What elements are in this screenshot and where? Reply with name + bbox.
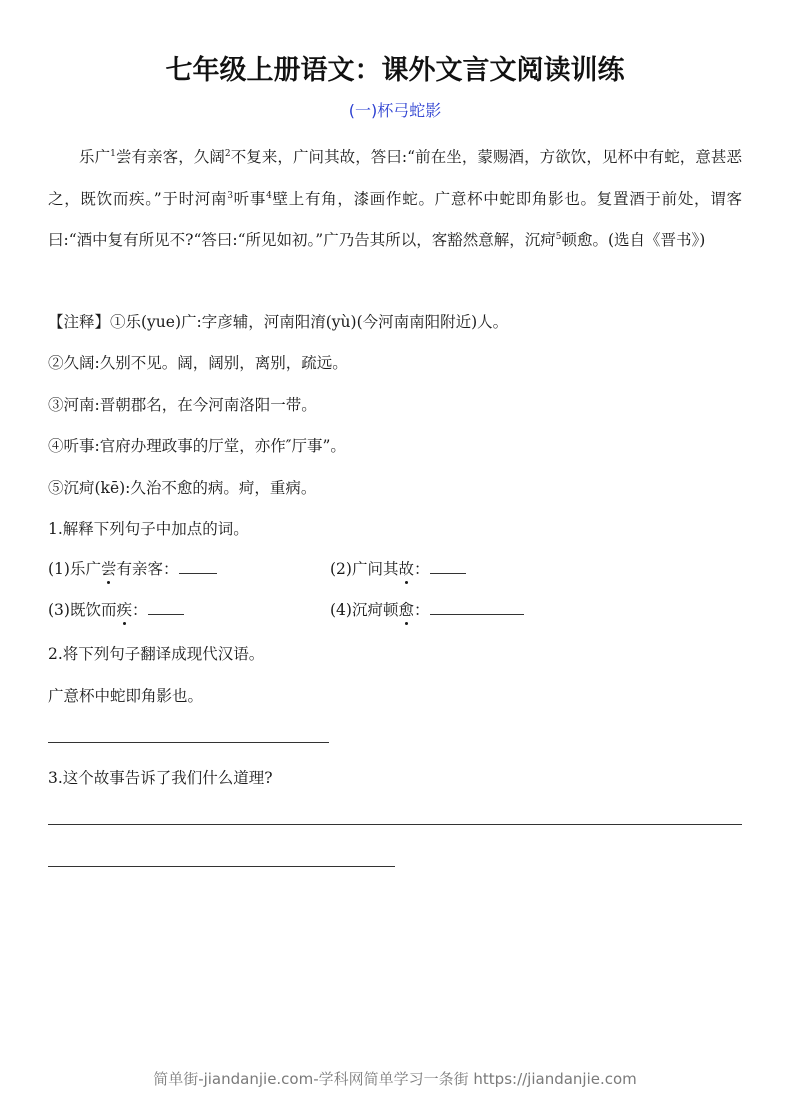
note-2: ②久阔:久别不见。阔，阔别，离别，疏远。 bbox=[48, 354, 348, 372]
note-1: 【注释】①乐(yue)广:字彦辅，河南阳淯(yù)(今河南南阳附近)人。 bbox=[48, 313, 509, 331]
dotted-word: 故 bbox=[398, 557, 414, 579]
question-1-prompt: 1.解释下列句子中加点的词。 bbox=[48, 520, 249, 538]
footnote-ref: 1 bbox=[110, 149, 116, 159]
question-2-sentence: 广意杯中蛇即角影也。 bbox=[48, 687, 204, 705]
answer-blank[interactable] bbox=[148, 600, 184, 615]
footnote-ref: 3 bbox=[227, 190, 233, 201]
dotted-word: 愈 bbox=[398, 598, 414, 620]
question-1-item-3: (3)既饮而疾： bbox=[48, 598, 184, 620]
footnote-ref: 5 bbox=[555, 232, 562, 242]
dotted-word: 疾 bbox=[116, 598, 132, 620]
footnote-ref: 2 bbox=[224, 149, 231, 159]
footer-watermark: 简单街-jiandanjie.com-学科网简单学习一条街 https://jiandanjie.com bbox=[153, 1070, 637, 1088]
note-3: ③河南:晋朝郡名，在今河南洛阳一带。 bbox=[48, 396, 317, 414]
page-title: 七年级上册语文：课外文言文阅读训练 bbox=[165, 55, 625, 86]
footnote-ref: 4 bbox=[266, 190, 272, 201]
answer-blank[interactable] bbox=[430, 600, 524, 615]
question-2-prompt: 2.将下列句子翻译成现代汉语。 bbox=[48, 645, 265, 663]
answer-line[interactable] bbox=[48, 866, 395, 867]
question-1-item-4: (4)沉疴顿愈： bbox=[330, 598, 524, 620]
note-5: ⑤沉疴(kē):久治不愈的病。疴，重病。 bbox=[48, 479, 317, 497]
dotted-word: 尝 bbox=[101, 557, 117, 579]
note-4: ④听事:官府办理政事的厅堂，亦作″厅事”。 bbox=[48, 437, 346, 455]
question-1-item-1: (1)乐广尝有亲客： bbox=[48, 557, 217, 579]
answer-blank[interactable] bbox=[430, 559, 466, 574]
passage-text: 乐广$^1$尝有亲客，久阔$^2$不复来，广问其故，答曰:“前在坐，蒙赐酒，方欲饮，见杯中有蛇，意甚恶之，既饮而疾。”于时河南$^3$听事$^4$壁上有角，漆画作蛇。广意杯中蛇即角影也。复置酒于前处，谓客曰:“酒中复有所见不?“答曰:“所见如初。”广乃告其所以，客豁然意解，沉疴$^5$顿愈。(选自《晋书》) bbox=[48, 148, 742, 249]
answer-line[interactable] bbox=[48, 824, 742, 825]
question-3-prompt: 3.这个故事告诉了我们什么道理? bbox=[48, 769, 273, 787]
passage-subtitle: (一)杯弓蛇影 bbox=[348, 101, 442, 120]
answer-blank[interactable] bbox=[179, 559, 217, 574]
question-1-item-2: (2)广问其故： bbox=[330, 557, 466, 579]
answer-line[interactable] bbox=[48, 742, 329, 743]
